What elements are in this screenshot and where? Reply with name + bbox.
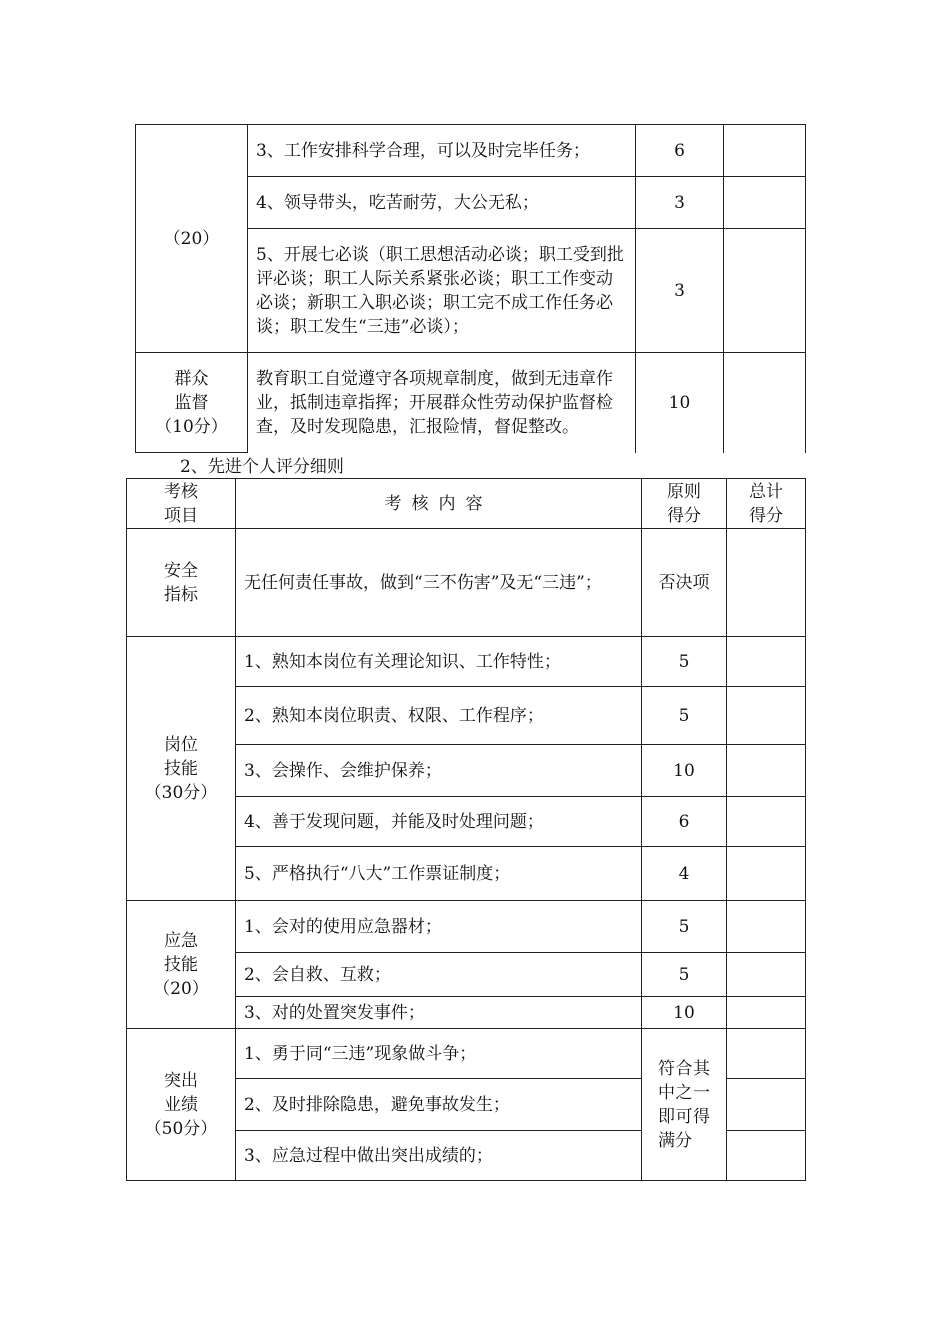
- score-cell: 5: [642, 901, 727, 953]
- item-label: 监督: [174, 392, 209, 413]
- header-content: [236, 479, 642, 529]
- score-cell: 3: [636, 229, 724, 353]
- content-cell: 3、对的处置突发事件；: [236, 997, 642, 1029]
- item-weight: （30分）: [144, 782, 218, 803]
- content-cell: 2、会自救、互救；: [236, 953, 642, 997]
- total-score-cell[interactable]: [727, 1029, 806, 1079]
- advanced-individual-scoring-table: [126, 478, 806, 1181]
- score-note-cell: [642, 1029, 727, 1181]
- item-label: 指标: [164, 584, 198, 605]
- table-row: [127, 529, 806, 637]
- table-header-row: [127, 479, 806, 529]
- total-score-cell[interactable]: [727, 901, 806, 953]
- total-score-cell[interactable]: [727, 797, 806, 847]
- total-score-cell[interactable]: [727, 687, 806, 745]
- score-cell: 10: [642, 997, 727, 1029]
- header-standard-line: 得分: [667, 505, 701, 526]
- section-heading: 2、先进个人评分细则: [180, 457, 344, 477]
- content-cell: 无任何责任事故，做到“三不伤害”及无“三违”；: [236, 529, 642, 637]
- item-label: 业绩: [164, 1094, 198, 1115]
- header-item-line: 考核: [164, 481, 198, 502]
- content-cell: 1、会对的使用应急器材；: [236, 901, 642, 953]
- table-row: [136, 125, 806, 177]
- table-row: [127, 901, 806, 953]
- content-cell: 3、会操作、会维护保养；: [236, 745, 642, 797]
- total-score-cell[interactable]: [724, 229, 806, 353]
- total-score-cell[interactable]: [727, 637, 806, 687]
- item-label: 应急: [164, 930, 198, 951]
- content-cell: 教育职工自觉遵守各项规章制度，做到无违章作业，抵制违章指挥；开展群众性劳动保护监督检查，及时发现隐患，汇报险情，督促整改。: [248, 353, 636, 453]
- content-cell: 4、领导带头，吃苦耐劳，大公无私；: [248, 177, 636, 229]
- item-label: 群众: [174, 368, 209, 389]
- header-item: [127, 479, 236, 529]
- content-cell: 3、工作安排科学合理，可以及时完毕任务；: [248, 125, 636, 177]
- content-cell: 1、勇于同“三违”现象做斗争；: [236, 1029, 642, 1079]
- header-total-score: [727, 479, 806, 529]
- table-row: [136, 353, 806, 453]
- header-standard-score: [642, 479, 727, 529]
- score-note-line: 满分: [658, 1130, 692, 1151]
- item-cell-outstanding: [127, 1029, 236, 1181]
- content-cell: 5、开展七必谈（职工思想活动必谈；职工受到批评必谈；职工人际关系紧张必谈；职工工作变动必谈；新职工入职必谈；职工完不成工作任务必谈；职工发生“三违”必谈）；: [248, 229, 636, 353]
- header-total-line: 总计: [749, 481, 783, 502]
- item-weight: （20）: [153, 978, 209, 999]
- item-cell-safety: [127, 529, 236, 637]
- score-cell: 5: [642, 687, 727, 745]
- content-cell: 2、及时排除隐患，避免事故发生；: [236, 1079, 642, 1131]
- total-score-cell[interactable]: [727, 847, 806, 901]
- item-weight: （50分）: [144, 1118, 218, 1139]
- total-score-cell[interactable]: [724, 125, 806, 177]
- score-note-line: 即可得: [658, 1106, 710, 1127]
- total-score-cell[interactable]: [724, 177, 806, 229]
- total-score-cell[interactable]: [727, 529, 806, 637]
- total-score-cell[interactable]: [727, 1079, 806, 1131]
- score-cell: 3: [636, 177, 724, 229]
- table-row: [127, 1029, 806, 1079]
- score-cell: 6: [642, 797, 727, 847]
- content-cell: 1、熟知本岗位有关理论知识、工作特性；: [236, 637, 642, 687]
- table-row: [127, 637, 806, 687]
- total-score-cell[interactable]: [727, 1131, 806, 1181]
- content-cell: 5、严格执行“八大”工作票证制度；: [236, 847, 642, 901]
- total-score-cell[interactable]: [727, 745, 806, 797]
- score-cell: 否决项: [642, 529, 727, 637]
- group-score-cell: （20）: [136, 125, 248, 353]
- item-label: 安全: [164, 560, 198, 581]
- header-total-line: 得分: [749, 505, 783, 526]
- item-cell-supervision: [136, 353, 248, 453]
- score-cell: 10: [642, 745, 727, 797]
- item-label: 岗位: [164, 734, 198, 755]
- header-standard-line: 原则: [667, 481, 701, 502]
- total-score-cell[interactable]: [727, 953, 806, 997]
- score-cell: 6: [636, 125, 724, 177]
- item-label: 突出: [164, 1070, 198, 1091]
- total-score-cell[interactable]: [724, 353, 806, 453]
- header-content-label: 考核内容: [384, 493, 493, 514]
- item-label: 技能: [164, 954, 198, 975]
- item-weight: （10分）: [155, 416, 228, 437]
- item-cell-post-skill: [127, 637, 236, 901]
- item-cell-emergency-skill: [127, 901, 236, 1029]
- score-note-line: 中之一: [658, 1082, 710, 1103]
- scoring-table-continued: [135, 124, 806, 453]
- item-label: 技能: [164, 758, 198, 779]
- total-score-cell[interactable]: [727, 997, 806, 1029]
- content-cell: 4、善于发现问题，并能及时处理问题；: [236, 797, 642, 847]
- score-cell: 5: [642, 953, 727, 997]
- header-item-line: 项目: [164, 505, 198, 526]
- content-cell: 2、熟知本岗位职责、权限、工作程序；: [236, 687, 642, 745]
- score-cell: 4: [642, 847, 727, 901]
- score-note-line: 符合其: [658, 1058, 710, 1079]
- content-cell: 3、应急过程中做出突出成绩的；: [236, 1131, 642, 1181]
- score-cell: 10: [636, 353, 724, 453]
- score-cell: 5: [642, 637, 727, 687]
